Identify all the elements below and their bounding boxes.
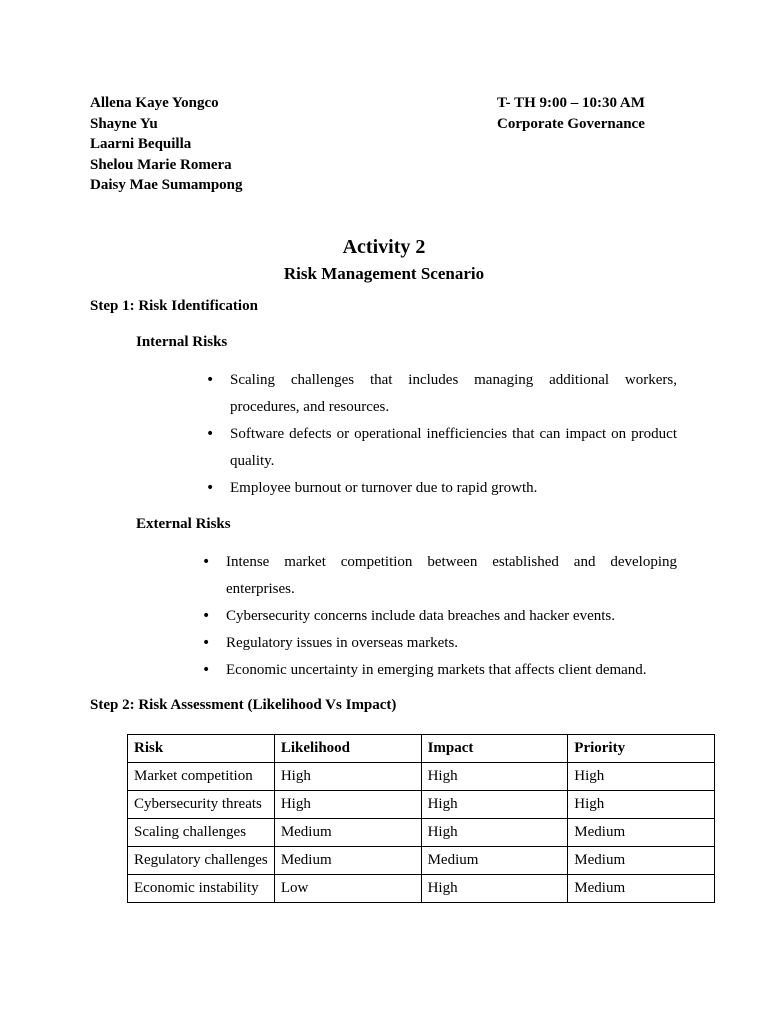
list-item: • Cybersecurity concerns include data breaches and hacker events.	[226, 603, 677, 630]
table-cell: Scaling challenges	[128, 819, 275, 847]
table-cell: Economic instability	[128, 875, 275, 903]
table-cell: Cybersecurity threats	[128, 791, 275, 819]
list-item: • Intense market competition between established and developing enterprises.	[226, 549, 677, 603]
course-info	[497, 93, 645, 134]
table-row	[128, 847, 715, 875]
internal-risks-heading: Internal Risks	[136, 334, 228, 350]
list-item: • Software defects or operational inefficiencies that can impact on product quality.	[230, 421, 677, 475]
document-title: Activity 2	[342, 236, 426, 258]
table-cell: Medium	[568, 875, 715, 903]
list-item: • Employee burnout or turnover due to rapid growth.	[230, 475, 677, 502]
table-cell: Medium	[568, 819, 715, 847]
list-item: • Regulatory issues in overseas markets.	[226, 630, 677, 657]
table-row	[128, 763, 715, 791]
table-cell: High	[421, 875, 568, 903]
table-cell: Market competition	[128, 763, 275, 791]
table-cell: Medium	[274, 819, 421, 847]
class-schedule: T- TH 9:00 – 10:30 AM	[497, 95, 645, 111]
author-name: Shayne Yu	[90, 115, 158, 132]
table-header-row	[128, 735, 715, 763]
table-cell: Regulatory challenges	[128, 847, 275, 875]
column-header: Impact	[421, 735, 568, 763]
author-name: Laarni Bequilla	[90, 136, 192, 152]
table-row	[128, 791, 715, 819]
document-subtitle: Risk Management Scenario	[283, 264, 485, 283]
external-risks-list	[226, 549, 677, 684]
column-header: Likelihood	[274, 735, 421, 763]
column-header: Risk	[128, 735, 275, 763]
table-cell: High	[274, 763, 421, 791]
list-item: • Economic uncertainty in emerging markets that affects client demand.	[226, 657, 677, 684]
table-cell: High	[568, 763, 715, 791]
author-name: Allena Kaye Yongco	[90, 95, 219, 111]
table-row	[128, 819, 715, 847]
step2-heading: Step 2: Risk Assessment (Likelihood Vs Impact)	[90, 697, 397, 713]
table-cell: High	[421, 791, 568, 819]
table-cell: Medium	[274, 847, 421, 875]
table-cell: High	[421, 763, 568, 791]
table-cell: Medium	[568, 847, 715, 875]
column-header: Priority	[568, 735, 715, 763]
table-cell: High	[274, 791, 421, 819]
table-cell: Low	[274, 875, 421, 903]
step1-heading: Step 1: Risk Identification	[90, 298, 258, 314]
table-row	[128, 875, 715, 903]
author-name: Shelou Marie Romera	[90, 156, 232, 173]
list-item: • Scaling challenges that includes managing additional workers, procedures, and resources.	[230, 367, 677, 421]
table-cell: Medium	[421, 847, 568, 875]
table-cell: High	[421, 819, 568, 847]
external-risks-heading: External Risks	[136, 516, 231, 532]
author-list	[90, 93, 243, 196]
course-name: Corporate Governance	[497, 115, 645, 132]
risk-assessment-table	[127, 734, 715, 903]
table-cell: High	[568, 791, 715, 819]
internal-risks-list	[230, 367, 677, 502]
author-name: Daisy Mae Sumampong	[90, 177, 243, 193]
